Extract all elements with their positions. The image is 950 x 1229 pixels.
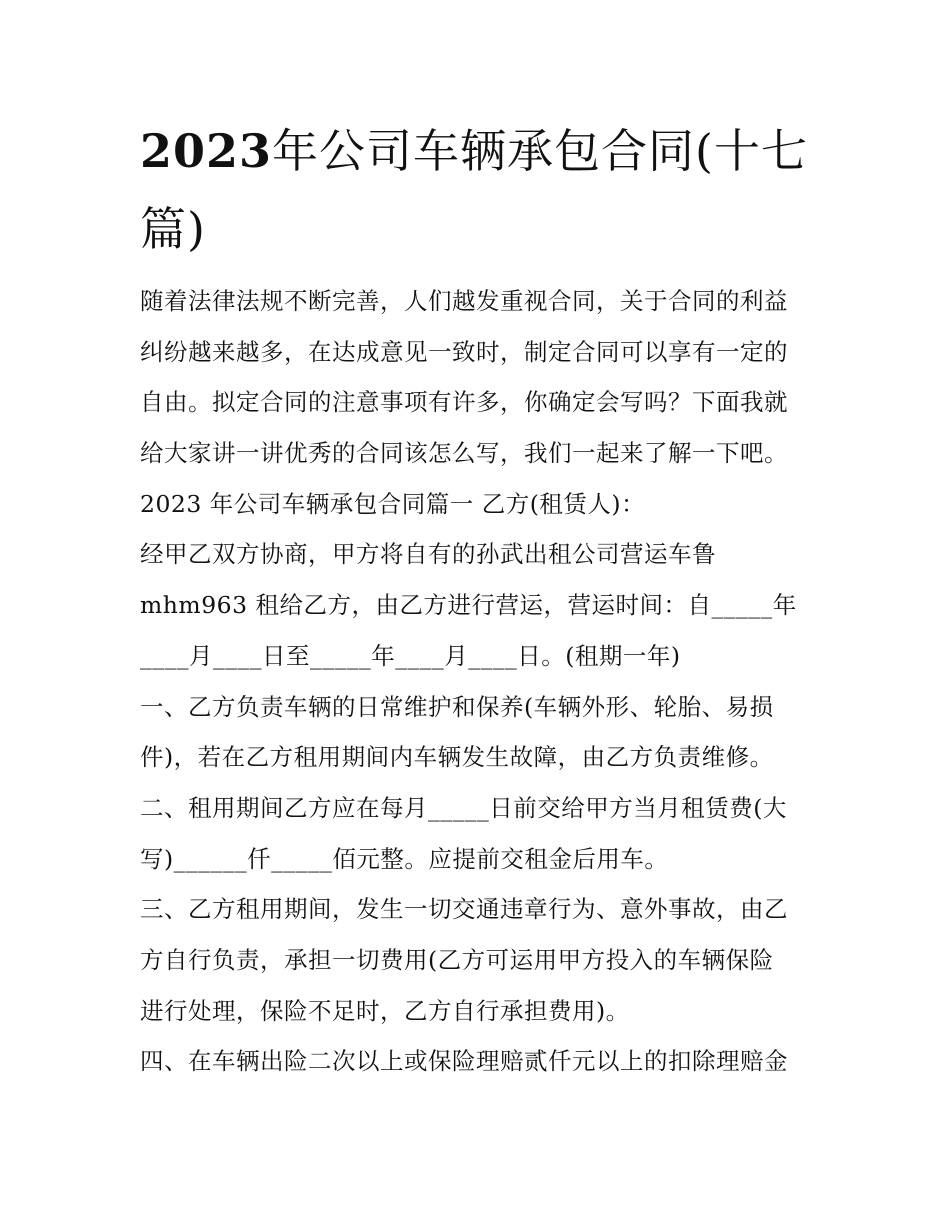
clause-line: 方自行负责，承担一切费用(乙方可运用甲方投入的车辆保险 (140, 945, 774, 974)
clause-line: 二、租用期间乙方应在每月_____日前交给甲方当月租赁费(大 (140, 793, 787, 822)
body-line: 自由。拟定合同的注意事项有许多，你确定会写吗？下面我就 (140, 388, 788, 417)
body-line: mhm963 租给乙方，由乙方进行营运，营运时间：自_____年 (140, 591, 797, 620)
clause-line: 一、乙方负责车辆的日常维护和保养(车辆外形、轮胎、易损 (140, 692, 774, 721)
document-title (140, 112, 820, 268)
clause-line: 件)，若在乙方租用期间内车辆发生故障，由乙方负责维修。 (140, 743, 774, 772)
body-line: 给大家讲一讲优秀的合同该怎么写，我们一起来了解一下吧。 (140, 439, 788, 468)
body-line: 随着法律法规不断完善，人们越发重视合同，关于合同的利益 (140, 287, 788, 315)
clause-line: 进行处理，保险不足时，乙方自行承担费用)。 (140, 996, 630, 1025)
title-year: 2023 (140, 124, 273, 178)
document-body (140, 276, 820, 1087)
title-text: 年公司车辆承包合同(十七篇) (140, 124, 808, 256)
clause-line: 三、乙方租用期间，发生一切交通违章行为、意外事故，由乙 (140, 895, 788, 924)
body-line: 纠纷越来越多，在达成意见一致时，制定合同可以享有一定的 (140, 337, 788, 366)
clause-line: 写)______仟_____佰元整。应提前交租金后用车。 (140, 844, 669, 873)
clause-line: 四、在车辆出险二次以上或保险理赔贰仟元以上的扣除理赔金 (140, 1047, 788, 1076)
body-line: 经甲乙双方协商，甲方将自有的孙武出租公司营运车鲁 (140, 540, 716, 569)
section-heading-line: 2023 年公司车辆承包合同篇一 乙方(租赁人)： (140, 489, 646, 518)
body-line: ____月____日至_____年____月____日。(租期一年) (140, 641, 681, 670)
